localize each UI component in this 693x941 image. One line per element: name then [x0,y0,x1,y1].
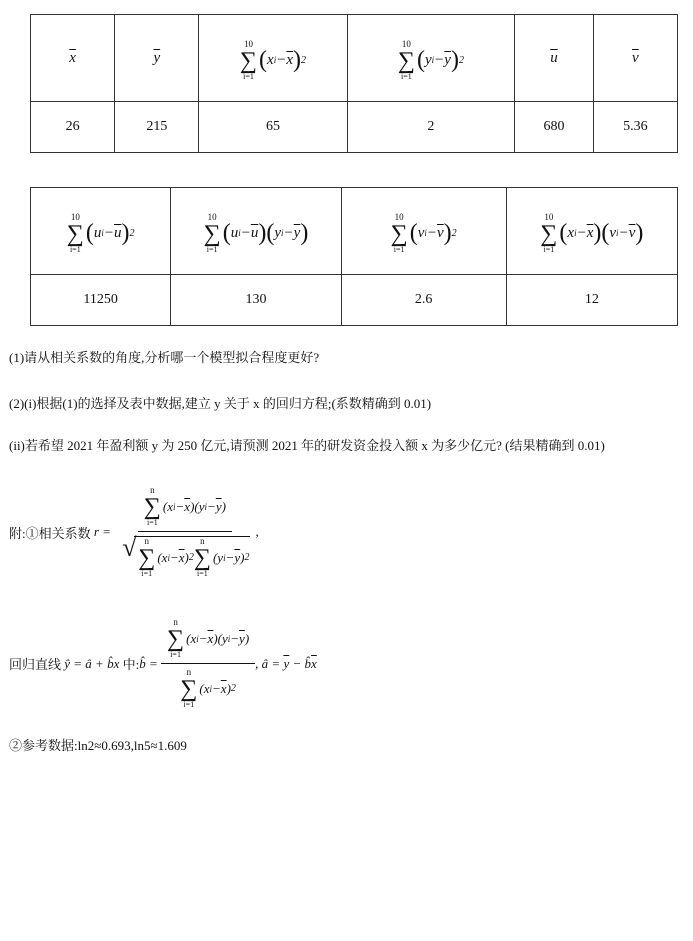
value-sum-u-dev-sq: 11250 [31,275,171,326]
stats-table-1 [30,14,678,153]
header-u-bar: $\overline{u}$ [515,15,593,102]
reference-data: ②参考数据:ln2≈0.693,ln5≈1.609 [9,738,187,753]
header-v-bar: $\overline{v}$ [593,15,677,102]
value-sum-xv-cov: 12 [506,275,677,326]
value-sum-v-dev-sq: 2.6 [341,275,506,326]
header-sum-uy-cov: 10 ∑ i=1 ( u i − $\overline{u}$ ) ( y i − $\overline{y}$ ) [171,188,341,275]
header-sum-x-dev-sq: 10 ∑ i=1 ( x i − $\overline{x}$ ) 2 [199,15,347,102]
value-sum-y-dev-sq: 2 [347,102,515,153]
value-x-bar: 26 [31,102,115,153]
value-u-bar: 680 [515,102,593,153]
regression-formula: 回归直线 ŷ = â + b̂x 中: b̂ = n ∑ i=1 (x i − $\overline{x}$ )(y i − $\overline{y}$ ) n ∑ i=1 (x i − $\overline{x}$ ) 2 , â = $\overline{y}$ − $b̂\overline{x}$ [9,617,317,709]
value-y-bar: 215 [115,102,199,153]
regression-mid: 中: [122,657,140,672]
value-sum-uy-cov: 130 [171,275,341,326]
value-sum-x-dev-sq: 65 [199,102,347,153]
correlation-formula: 附:①相关系数 r = n ∑ i=1 (x i − $\overline{x}$ )(y i − $\overline{y}$ ) √ n ∑ i=1 (x i − $\overline{x}$ ) 2 n ∑ i=1 (y i − $\overline{y}$ ) 2 , [9,486,259,578]
value-v-bar: 5.36 [593,102,677,153]
header-sum-u-dev-sq: 10 ∑ i=1 ( u i − $\overline{u}$ ) 2 [31,188,171,275]
correlation-label: 附:①相关系数 [9,525,91,541]
header-y-bar: $\overline{y}$ [115,15,199,102]
header-sum-y-dev-sq: 10 ∑ i=1 ( y i − $\overline{y}$ ) 2 [347,15,515,102]
question-1: (1)请从相关系数的角度,分析哪一个模型拟合程度更好? [9,350,320,365]
header-sum-xv-cov: 10 ∑ i=1 ( x i − $\overline{x}$ ) ( v i − $\overline{v}$ ) [506,188,677,275]
header-sum-v-dev-sq: 10 ∑ i=1 ( v i − $\overline{v}$ ) 2 [341,188,506,275]
regression-label: 回归直线 [9,657,62,672]
question-2-i: (2)(i)根据(1)的选择及表中数据,建立 y 关于 x 的回归方程;(系数精确到 0.01) [9,396,432,411]
header-x-bar: $\overline{x}$ [31,15,115,102]
stats-table-2 [30,187,678,326]
question-2-ii: (ii)若希望 2021 年盈利额 y 为 250 亿元,请预测 2021 年的研发资金投入额 x 为多少亿元? (结果精确到 0.01) [9,438,605,453]
